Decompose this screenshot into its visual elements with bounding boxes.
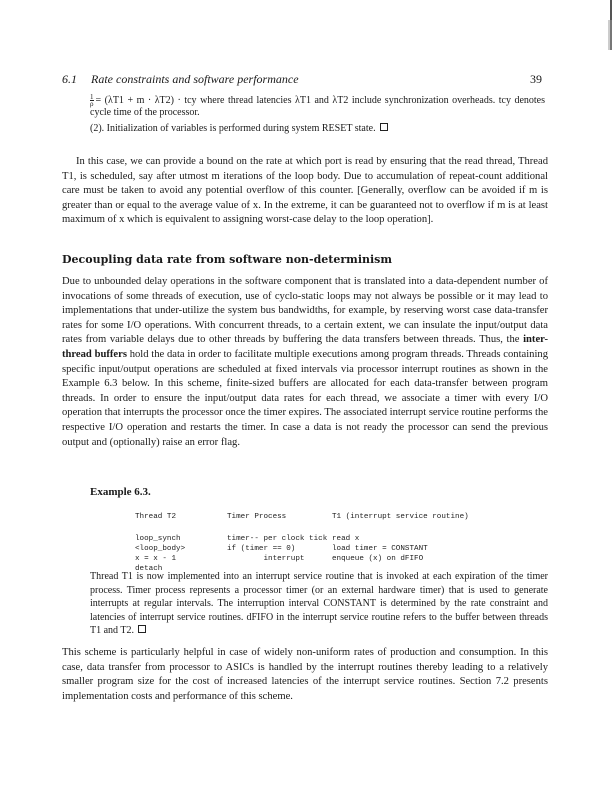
code-cell: load timer = CONSTANT — [332, 545, 428, 553]
code-header: Thread T2 — [135, 513, 177, 521]
paragraph-text-cont: hold the data in order to facilitate multiple executions among program threads. Threads containing specific input/output operations are scheduled at fixed intervals via processor interrupt routines as shown in the Example 6.3 below. In this scheme, finite-sized buffers are allocated for each data-transfer between program threads. In order to ensure the input/output data rates for each thread, we associate a timer with every I/O operation that interrupts the processor once the timer expires. The associated interrupt service routine performs the respective I/O operation and restarts the timer. In case a data is not ready the processor can send the previous output and (optionally) raise an error flag. — [62, 348, 548, 448]
scan-edge-shadow — [608, 20, 612, 50]
paragraph-text: In this case, we can provide a bound on the rate at which port is read by ensuring that the read thread, Thread T1, is scheduled, say after utmost m iterations of the loop body. Due to accumulation of repeat-count additional care must be taken to avoid any potential overflow of this counter. [Generally, overflow can be avoided if m is greater than or equal to the average value of x. In the extreme, it can be guaranteed not to overflow if m is at least maximum of x which is equivalent to assigning worst-case delay to the loop operation]. — [62, 156, 548, 226]
page-number: 39 — [530, 72, 542, 86]
list-item-2 — [90, 122, 388, 137]
section-heading: Decoupling data rate from software non-determinism — [62, 253, 393, 266]
code-row — [135, 544, 469, 554]
paragraph-scheme-summary — [62, 646, 548, 704]
code-row — [135, 554, 469, 564]
fraction — [90, 94, 94, 107]
paragraph-rate-bound — [62, 155, 548, 228]
code-example — [135, 512, 469, 574]
qed-square-icon — [380, 123, 388, 131]
fraction-denominator: ρ — [90, 100, 94, 108]
code-cell: x = x - 1 — [135, 555, 177, 563]
paragraph-text: Thread T1 is now implemented into an interrupt service routine that is invoked at each expiration of the timer process. Timer process represents a processor timer (or an external hardware timer) that is used to generate interrupts at regular intervals. The interruption interval CONSTANT is determined by the rate constraint and latencies of interrupt service routines. dFIFO in the interrupt service routine refers to the buffer between threads T1 and T2. — [90, 571, 548, 636]
paragraph-text: Due to unbounded delay operations in the software component that is translated into a data-dependent number of invocations of some threads of execution, use of cyclo-static loops may not always be possible or it may lead to implementations that under-utilize the system bus bandwidths, for example, by reserving worst case data-transfer rates for some I/O operations. With concurrent threads, to a certain extent, we can insulate the input/output data rates from variable delays due to other threads by buffering the data transfers between threads. Thus, the — [62, 276, 548, 346]
list-item-text: (2). Initialization of variables is performed during system RESET state. — [90, 123, 376, 134]
code-cell: if (timer == 0) — [227, 545, 296, 553]
code-cell: enqueue (x) on dFIFO — [332, 555, 424, 563]
code-cell: detach — [135, 565, 163, 573]
equation: = (λT1 + m · λT2) · tcy — [95, 94, 197, 106]
running-header — [62, 72, 542, 87]
code-cell: read x — [332, 535, 360, 543]
bold-term: inter-thread buffers — [62, 334, 548, 360]
formula-text: where thread latencies λT1 and λT2 include synchronization overheads. tcy denotes cycle time of the processor. — [90, 94, 545, 118]
section-title: Rate constraints and software performance — [91, 72, 299, 86]
fraction-numerator: 1 — [90, 93, 94, 101]
paragraph-example-explanation — [90, 570, 548, 638]
code-cell: loop_synch — [135, 535, 181, 543]
code-header: T1 (interrupt service routine) — [332, 513, 469, 521]
code-header-row — [135, 512, 469, 522]
example-label: Example 6.3. — [90, 486, 151, 498]
paragraph-decoupling — [62, 275, 548, 450]
code-cell: interrupt — [227, 555, 305, 563]
code-cell: timer-- per clock tick — [227, 535, 328, 543]
qed-square-icon — [138, 625, 146, 633]
code-row — [135, 534, 469, 544]
paragraph-text: This scheme is particularly helpful in case of widely non-uniform rates of production and consumption. In this case, data transfer from processor to ASICs is handled by the interrupt routines thereby leading to a relatively smaller program size for the cost of increased latencies of the interrupt service routines. Section 7.2 presents implementation costs and performance of this scheme. — [62, 647, 548, 702]
section-number: 6.1 — [62, 72, 77, 86]
formula-block — [90, 94, 545, 119]
code-cell: <loop_body> — [135, 545, 186, 553]
code-header: Timer Process — [227, 513, 287, 521]
